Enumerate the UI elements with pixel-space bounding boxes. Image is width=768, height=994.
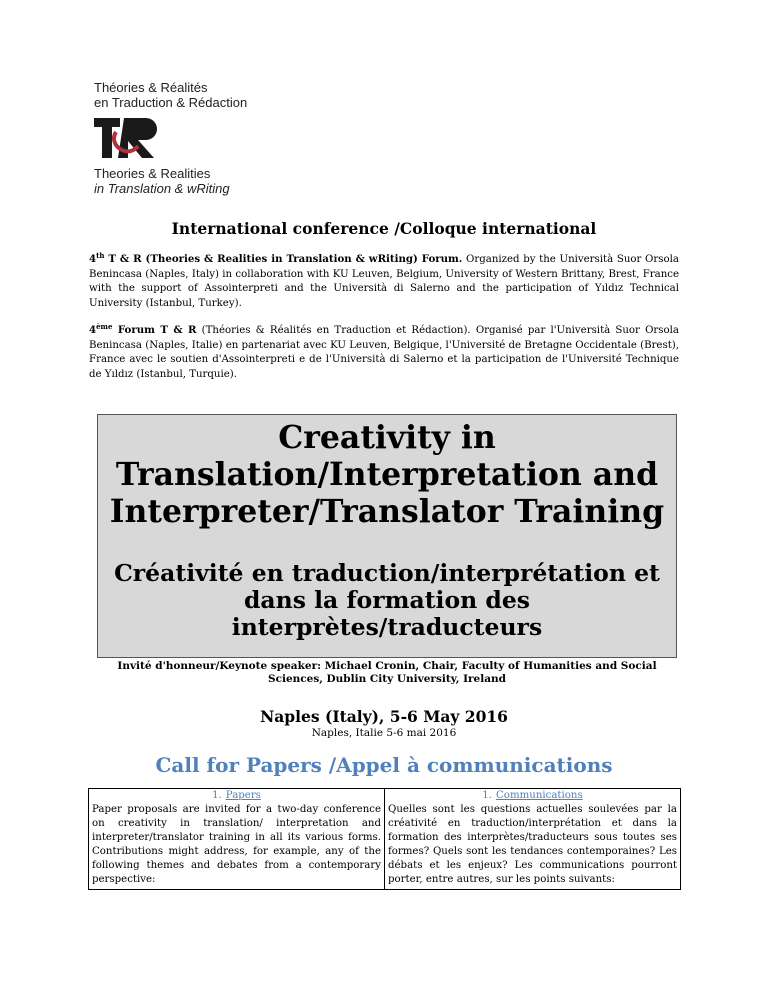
conference-title: International conference /Colloque international: [171, 219, 597, 238]
title-box: [97, 414, 677, 658]
communications-column: [385, 789, 681, 890]
tr-logo-icon: [94, 118, 174, 158]
tr-logo: [94, 80, 264, 196]
papers-heading: 1. Papers: [212, 790, 261, 801]
papers-column: [89, 789, 385, 890]
call-columns-table: [88, 788, 681, 890]
papers-text: Paper proposals are invited for a two-day conference on creativity in translation/ interpretation and interpreter/translator training in all its various forms. Contributions might address, for example, any of the following themes and debates from a contemporary perspective:: [92, 804, 381, 885]
intro-english: 4th T & R (Theories & Realities in Translation & wRiting) Forum. Organized by the Università Suor Orsola Benincasa (Naples, Italy) in collaboration with KU Leuven, Belgium, University of Western Brittany, Brest, France with the support of Assointerpreti and the Università di Salerno and the participation of Yıldız Technical University (Istanbul, Turkey).: [89, 250, 679, 309]
place-date: Naples (Italy), 5-6 May 2016: [260, 707, 508, 726]
french-title: Créativité en traduction/interprétation et dans la formation des interprètes/traducteurs: [114, 559, 660, 641]
place-date-french: Naples, Italie 5-6 mai 2016: [311, 727, 457, 739]
communications-heading: 1. Communications: [482, 790, 583, 801]
logo-english-text: Theories & Realities in Translation & wRiting: [94, 166, 230, 196]
keynote-speaker: Invité d'honneur/Keynote speaker: Michael Cronin, Chair, Faculty of Humanities and Social Sciences, Dublin City University, Ireland: [117, 660, 657, 685]
call-for-papers-heading: Call for Papers /Appel à communications: [155, 753, 613, 777]
logo-french-text: Théories & Réalités en Traduction & Rédaction: [94, 80, 248, 110]
logo-mark: [94, 118, 264, 158]
intro-french: 4ème Forum T & R (Théories & Réalités en Traduction et Rédaction). Organisé par l'Università Suor Orsola Benincasa (Naples, Italie) en partenariat avec KU Leuven, Belgique, l'Université de Bretagne Occidentale (Brest), France avec le soutien d'Assointerpreti e de l'Università di Salerno et la participation de l'Université Technique de Yıldız (Istanbul, Turquie).: [89, 321, 679, 380]
main-title: Creativity in Translation/Interpretation and Interpreter/Translator Training: [109, 419, 665, 530]
communications-text: Quelles sont les questions actuelles soulevées par la créativité en traduction/interprétation et dans la formation des interprètes/traducteurs sous toutes ses formes? Quels sont les tendances contemporaines? Les débats et les enjeux? Les communications pourront porter, entre autres, sur les points suivants:: [388, 804, 677, 885]
